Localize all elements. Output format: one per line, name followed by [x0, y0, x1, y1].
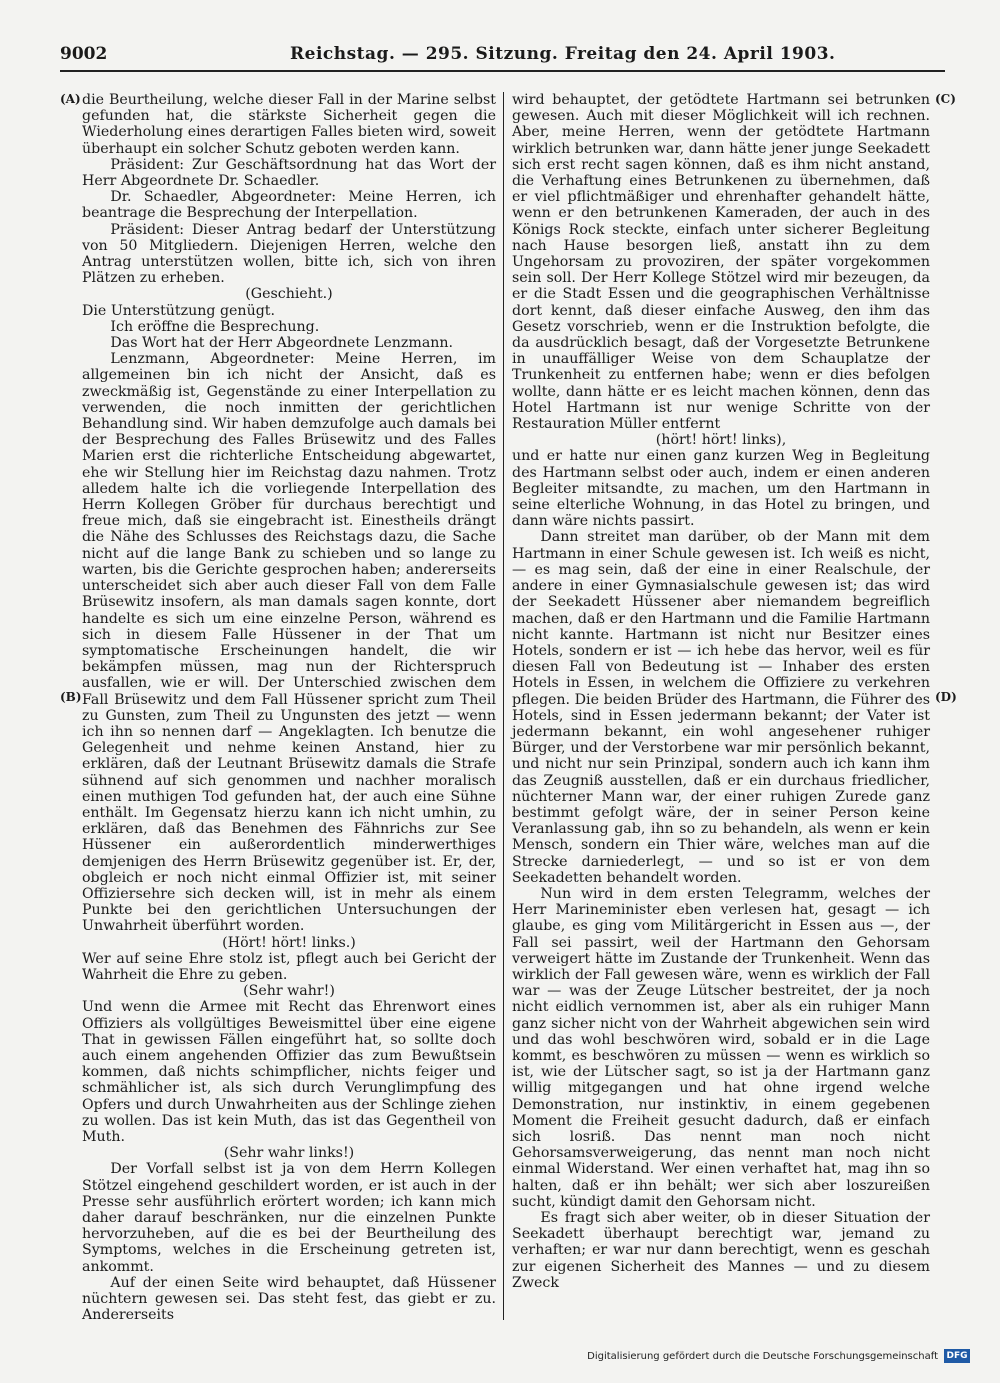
interjection: (Hört! hört! links.): [222, 934, 356, 951]
paragraph: Auf der einen Seite wird behauptet, daß Hüssener nüchtern gewesen sei. Das steht fest, das giebt er zu. Andererseits: [82, 1274, 496, 1324]
right-column: [512, 92, 930, 1291]
paragraph: wird behauptet, der getödtete Hartmann sei betrunken gewesen. Auch mit dieser Möglichkeit will ich rechnen. Aber, meine Herren, wenn der getödtete Hartmann wirklich betrunken war, dann hätte jener junge Seekadett sich erst recht sagen können, daß es ihm nicht anstand, die Verhaftung eines Betrunkenen zu übernehmen, daß er viel pflichtmäßiger und ehrenhafter gehandelt hätte, wenn er den betrunkenen Kameraden, der auch in des Königs Rock steckte, einfach unter sicherer Begleitung nach Hause besorgen ließ, anstatt ihn zu dem Ungehorsam zu provoziren, der später vorgekommen sein soll. Der Herr Kollege Stötzel wird mir bezeugen, da er die Stadt Essen und die geographischen Verhältnisse dort kennt, daß dieser einfache Ausweg, den ihm das Gesetz vorschrieb, wenn er die Instruktion befolgte, die da ausdrücklich besagt, daß der Vorgesetzte Betrunkene in unauffälliger Weise von dem Schauplatze der Trunkenheit zu entfernen habe; wenn er dies befolgen wollte, dann hätte er es leicht machen können, denn das Hotel Hartmann ist nur wenige Schritte von der Restauration Müller entfernt: [512, 92, 930, 433]
paragraph: und er hatte nur einen ganz kurzen Weg in Begleitung des Hartmann selbst oder auch, indem er einen anderen Begleiter mitsandte, zu machen, um den Hartmann in seine elterliche Wohnung, in das Hotel zu bringen, und dann wäre nichts passirt.: [512, 448, 930, 530]
paragraph: Der Vorfall selbst ist ja von dem Herrn Kollegen Stötzel eingehend geschildert worden, er ist auch in der Presse sehr ausführlich erörtert worden; ich kann mich daher darauf beschränken, nur die einzelnen Punkte hervorzuheben, auf die es bei der Beurtheilung des Symptoms, welches in die Erscheinung getreten ist, ankommt.: [82, 1161, 496, 1275]
left-column: [82, 92, 496, 1323]
interjection: (Geschieht.): [245, 286, 333, 303]
paragraph: Und wenn die Armee mit Recht das Ehrenwort eines Offiziers als vollgültiges Beweismittel über eine eigene That in gewissen Fällen eingeführt hat, so sollte doch auch einem angehenden Offizier das zum Bewußtsein kommen, daß nichts schimpflicher, nichts feiger und schmählicher ist, als sich durch Verunglimpfung des Opfers und durch Unwahrheiten aus der Schlinge ziehen zu wollen. Das ist kein Muth, das ist das Gegentheil von Muth.: [82, 999, 496, 1145]
margin-mark-d: (D): [935, 690, 957, 704]
interjection: (Sehr wahr!): [243, 983, 335, 1000]
interjection: (hört! hört! links),: [655, 432, 787, 449]
page-number: 9002: [60, 44, 108, 64]
header-rule: [60, 70, 945, 72]
margin-mark-b: (B): [60, 690, 82, 704]
paragraph: Wer auf seine Ehre stolz ist, pflegt auch bei Gericht der Wahrheit die Ehre zu geben.: [82, 950, 496, 983]
column-divider: [503, 92, 504, 1320]
paragraph: Dann streitet man darüber, ob der Mann mit dem Hartmann in einer Schule gewesen ist. Ich weiß es nicht, — es mag sein, daß der eine in einer Realschule, der andere in einer Gymnasialschule gewesen ist; das wird der Seekadett Hüssener aber niemandem begreiflich machen, daß er den Hartmann und die Familie Hartmann nicht kannte. Hartmann ist nicht nur Besitzer eines Hotels, sondern er ist — ich hebe das hervor, weil es für diesen Fall von Bedeutung ist — Inhaber des ersten Hotels in Essen, in welchem die Offiziere zu verkehren pflegen. Die beiden Brüder des Hartmann, die Führer des Hotels, sind in Essen jedermann bekannt; der Vater ist jedermann bekannt, ein wohl angesehener ruhiger Bürger, und der Verstorbene war mir persönlich bekannt, und nicht nur sein Prinzipal, sondern auch ich kann ihm das Zeugniß ausstellen, daß er ein durchaus friedlicher, nüchterner Mann war, der einer ruhigen Zurede ganz bestimmt gefolgt wäre, der in seiner Person keine Veranlassung gab, ihn so zu behandeln, als wenn er kein Mensch, sondern ein Thier wäre, welches man auf die Strecke darniederlegt, — und so ist er von dem Seekadetten behandelt worden.: [512, 529, 930, 886]
paragraph: Die Unterstützung genügt.: [82, 302, 275, 319]
paragraph: Ich eröffne die Besprechung.: [110, 318, 320, 335]
paragraph: Es fragt sich aber weiter, ob in dieser Situation der Seekadett überhaupt berechtigt war, jemand zu verhaften; er war nur dann berechtigt, wenn es geschah zur eigenen Sicherheit des Mannes — und zu diesem Zweck: [512, 1210, 930, 1291]
page-header: [60, 44, 940, 70]
margin-mark-a: (A): [60, 92, 81, 106]
footer-credit: Digitalisierung gefördert durch die Deutsche Forschungsgemeinschaft: [587, 1350, 938, 1362]
paragraph: Lenzmann, Abgeordneter: Meine Herren, im allgemeinen bin ich nicht der Ansicht, daß es zweckmäßig ist, Gegenstände zu einer Interpellation zu verwenden, die noch inmitten der gerichtlichen Behandlung sind. Wir haben demzufolge auch damals bei der Besprechung des Falles Brüsewitz und des Falles Marien erst die richterliche Entscheidung abgewartet, ehe wir Stellung hier im Reichstag dazu nahmen. Trotz alledem halte ich die vorliegende Interpellation des Herrn Kollegen Gröber für durchaus berechtigt und freue mich, daß sie eingebracht ist. Einestheils drängt die Nähe des Schlusses des Reichstags dazu, die Sache nicht auf die lange Bank zu schieben und so lange zu warten, bis die Gerichte gesprochen haben; andererseits unterscheidet sich aber auch dieser Fall von dem Falle Brüsewitz insofern, als man damals sagen konnte, dort handelte es sich um eine einzelne Person, während es sich in diesem Falle Hüssener in der That um symptomatische Erscheinungen handelt, die wir bekämpfen müssen, mag nun der Richterspruch ausfallen, wie er will. Der Unterschied zwischen dem Fall Brüsewitz und dem Fall Hüssener spricht zum Theil zu Gunsten, zum Theil zu Ungunsten des jetzt — wenn ich ihn so nennen darf — Angeklagten. Ich benutze die Gelegenheit und nehme keinen Anstand, hier zu erklären, daß der Leutnant Brüsewitz damals die Strafe sühnend auf sich genommen und nachher moralisch einen muthigen Tod gefunden hat, der auch eine Sühne enthält. Im Gegensatz hierzu kann ich nicht umhin, zu erklären, daß das Benehmen des Fähnrichs zur See Hüssener ein außerordentlich minderwerthiges demjenigen des Herrn Brüsewitz gegenüber ist. Er, der, obgleich er noch nicht einmal Offizier ist, mit seiner Offiziersehre sich decken will, ist in mehr als einem Punkte bei den gerichtlichen Untersuchungen der Unwahrheit überführt worden.: [82, 351, 496, 935]
running-title: Reichstag. — 295. Sitzung. Freitag den 24. April 1903.: [290, 44, 836, 64]
paragraph: Nun wird in dem ersten Telegramm, welches der Herr Marineminister eben verlesen hat, gesagt — ich glaube, es ging vom Militärgericht in Essen aus —, der Fall sei passirt, weil der Hartmann den Gehorsam verweigert hätte im Zustande der Trunkenheit. Wenn das wirklich der Fall gewesen wäre, wenn es wirklich der Fall war — was der Zeuge Lütscher bestreitet, der ja noch nicht eidlich vernommen ist, aber als ein ruhiger Mann ganz sicher nicht von der Wahrheit abgewichen sein wird und das wohl beschwören wird, sobald er in die Lage kommt, es beschwören zu müssen — wenn es wirklich so ist, wie der Lütscher sagt, so ist ja der Hartmann ganz willig mitgegangen und hat ohne irgend welche Demonstration, nur instinktiv, in einem gegebenen Moment die Freiheit gesucht dadurch, daß er einfach sich losriß. Das nennt man noch nicht Gehorsamsverweigerung, das nennt man noch nicht einmal Widerstand. Wer einen verhaftet hat, mag ihn so halten, daß er ihn behält; wer sich aber loszureißen sucht, kündigt damit den Gehorsam nicht.: [512, 885, 930, 1210]
paragraph: Das Wort hat der Herr Abgeordnete Lenzmann.: [110, 335, 454, 352]
interjection: (Sehr wahr links!): [223, 1145, 355, 1162]
paragraph: Dr. Schaedler, Abgeordneter: Meine Herren, ich beantrage die Besprechung der Interpellation.: [82, 189, 496, 222]
footer: [587, 1349, 970, 1363]
margin-mark-c: (C): [935, 92, 956, 106]
dfg-logo-icon: DFG: [944, 1349, 970, 1363]
paragraph: die Beurtheilung, welche dieser Fall in der Marine selbst gefunden hat, die stärkste Sicherheit gegen die Wiederholung eines derartigen Falles bieten wird, soweit überhaupt ein solcher Schutz geboten werden kann.: [82, 92, 496, 157]
paragraph: Präsident: Dieser Antrag bedarf der Unterstützung von 50 Mitgliedern. Diejenigen Herren, welche den Antrag unterstützen wollen, bitte ich, sich von ihren Plätzen zu erheben.: [82, 221, 496, 287]
paragraph: Präsident: Zur Geschäftsordnung hat das Wort der Herr Abgeordnete Dr. Schaedler.: [82, 156, 496, 190]
